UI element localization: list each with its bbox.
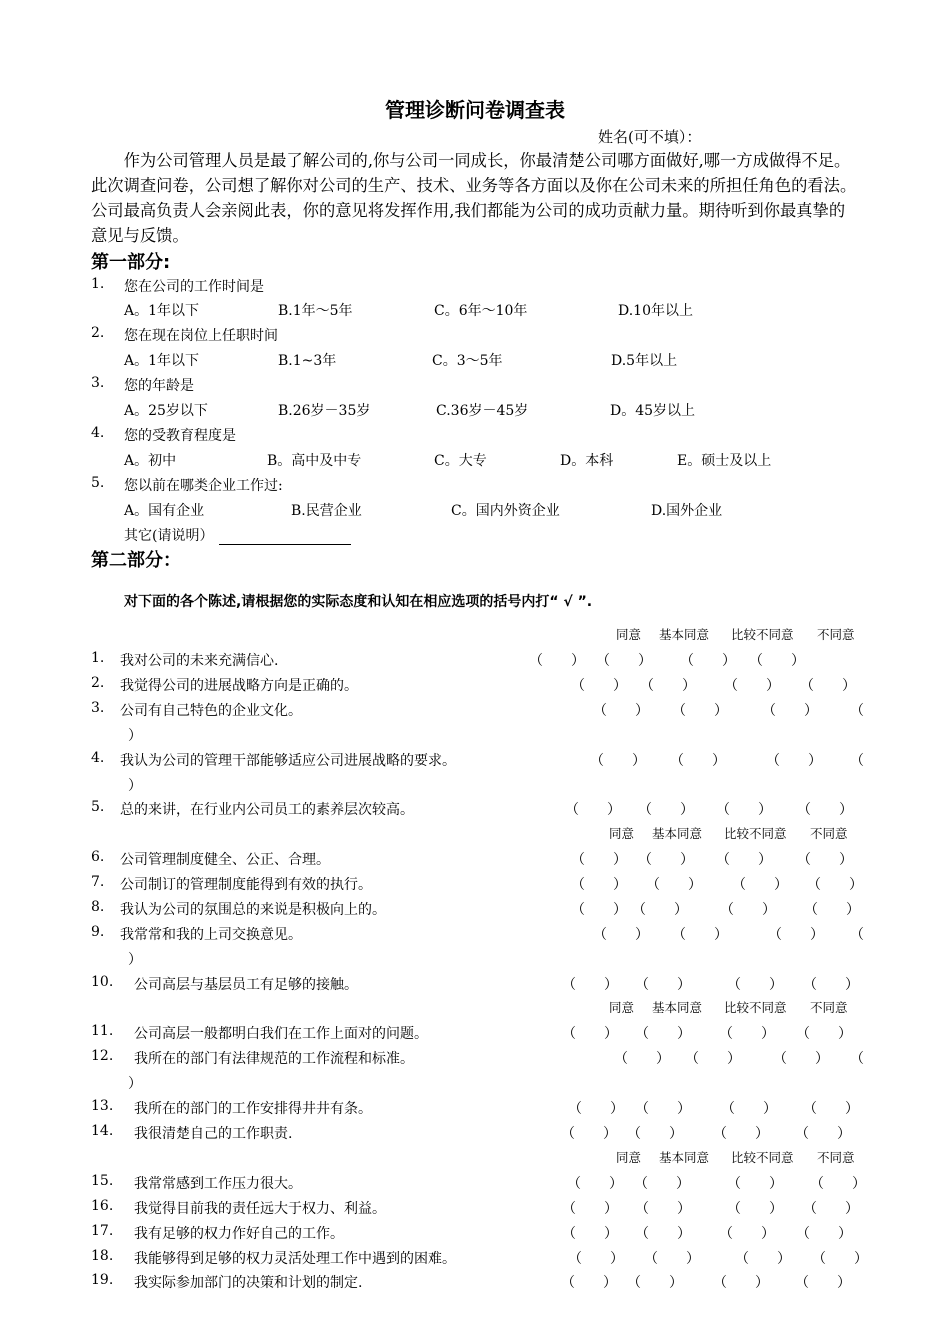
item6-text: 公司管理制度健全、公正、合理。 <box>120 852 330 868</box>
q2-option-d[interactable]: D.5年以上 <box>611 353 678 369</box>
q5-other-input[interactable] <box>219 530 351 545</box>
item4-choice-agree[interactable]: （ ） <box>590 753 646 769</box>
item18-text: 我能够得到足够的权力灵活处理工作中遇到的困难。 <box>134 1251 456 1267</box>
item8-choice-mostly-agree[interactable]: （ ） <box>632 902 688 918</box>
item4-choice-disagree-open[interactable]: （ <box>850 753 864 769</box>
item3-choice-disagree-close: ） <box>128 728 142 744</box>
item19-choice-disagree[interactable]: （ ） <box>795 1275 851 1291</box>
q4-option-c[interactable]: C。大专 <box>434 453 487 469</box>
item7-choice-agree[interactable]: （ ） <box>571 877 627 893</box>
item4-choice-mostly-agree[interactable]: （ ） <box>670 753 726 769</box>
item13-choice-agree[interactable]: （ ） <box>568 1101 624 1117</box>
q3-option-b[interactable]: B.26岁－35岁 <box>278 403 371 419</box>
item4-choice-somewhat-disagree[interactable]: （ ） <box>766 753 822 769</box>
item9-choice-disagree-open[interactable]: （ <box>850 927 864 943</box>
part2-heading: 第二部分： <box>91 550 181 571</box>
scale-header-3-agree: 同意 <box>609 1000 635 1015</box>
item17-choice-disagree[interactable]: （ ） <box>796 1226 852 1242</box>
scale-header-4-somewhat-disagree: 比较不同意 <box>731 1150 794 1165</box>
item16-choice-agree[interactable]: （ ） <box>562 1201 618 1217</box>
name-field-label: 姓名(可不填）： <box>598 128 702 146</box>
scale-header-3-disagree: 不同意 <box>810 1000 848 1015</box>
item12-number: 12. <box>91 1048 114 1064</box>
q4-number: 4. <box>91 425 105 441</box>
item2-text: 我觉得公司的进展战略方向是正确的。 <box>120 678 358 694</box>
item8-choice-somewhat-disagree[interactable]: （ ） <box>720 902 776 918</box>
item19-text: 我实际参加部门的决策和计划的制定. <box>134 1275 363 1291</box>
item12-text: 我所在的部门有法律规范的工作流程和标准。 <box>134 1051 414 1067</box>
item9-choice-disagree-close: ） <box>128 952 142 968</box>
item19-number: 19. <box>91 1272 114 1288</box>
item15-text: 我常常感到工作压力很大。 <box>134 1176 302 1192</box>
item3-text: 公司有自己特色的企业文化。 <box>120 703 302 719</box>
item15-choice-disagree[interactable]: （ ） <box>810 1176 866 1192</box>
item4-text: 我认为公司的管理干部能够适应公司进展战略的要求。 <box>120 753 456 769</box>
scale-header-2-agree: 同意 <box>609 826 635 841</box>
scale-header-4-agree: 同意 <box>616 1150 642 1165</box>
item18-choice-disagree[interactable]: （ ） <box>812 1251 868 1267</box>
item8-choice-agree[interactable]: （ ） <box>571 902 627 918</box>
item8-text: 我认为公司的氛围总的来说是积极向上的。 <box>120 902 386 918</box>
part1-heading: 第一部分: <box>91 252 171 273</box>
q2-option-b[interactable]: B.1~3年 <box>278 353 337 369</box>
item14-number: 14. <box>91 1123 114 1139</box>
item3-choice-disagree-open[interactable]: （ <box>850 703 864 719</box>
q5-other-row <box>124 525 351 545</box>
item16-number: 16. <box>91 1198 114 1214</box>
item16-choice-mostly-agree[interactable]: （ ） <box>635 1201 691 1217</box>
item12-choice-somewhat-disagree[interactable]: （ ） <box>773 1051 829 1067</box>
item5-choice-agree[interactable]: （ ） <box>565 802 621 818</box>
item17-choice-mostly-agree[interactable]: （ ） <box>635 1226 691 1242</box>
q2-text: 您在现在岗位上任职时间 <box>124 328 278 344</box>
scale-header-2-somewhat-disagree: 比较不同意 <box>724 826 787 841</box>
item2-choice-agree[interactable]: （ ） <box>571 678 627 694</box>
scale-header-3-mostly-agree: 基本同意 <box>652 1000 703 1015</box>
q3-text: 您的年龄是 <box>124 378 194 394</box>
item5-choice-disagree[interactable]: （ ） <box>797 802 853 818</box>
q2-option-a[interactable]: A。1年以下 <box>124 353 200 369</box>
item18-choice-somewhat-disagree[interactable]: （ ） <box>735 1251 791 1267</box>
q3-option-c[interactable]: C.36岁－45岁 <box>436 403 529 419</box>
item15-choice-somewhat-disagree[interactable]: （ ） <box>727 1176 783 1192</box>
q5-option-b[interactable]: B.民营企业 <box>291 503 362 519</box>
item10-choice-somewhat-disagree[interactable]: （ ） <box>727 977 783 993</box>
scale-header-2-mostly-agree: 基本同意 <box>652 826 703 841</box>
item6-choice-somewhat-disagree[interactable]: （ ） <box>716 852 772 868</box>
item3-number: 3. <box>91 700 105 716</box>
q4-option-b[interactable]: B。高中及中专 <box>267 453 362 469</box>
item17-choice-agree[interactable]: （ ） <box>562 1226 618 1242</box>
item19-choice-mostly-agree[interactable]: （ ） <box>627 1275 683 1291</box>
item14-choice-disagree[interactable]: （ ） <box>795 1126 851 1142</box>
scale-header-somewhat-disagree: 比较不同意 <box>731 627 794 642</box>
scale-header-2-disagree: 不同意 <box>810 826 848 841</box>
item6-number: 6. <box>91 849 105 865</box>
page-title: 管理诊断问卷调查表 <box>385 98 565 122</box>
q5-other-label: 其它(请说明） <box>124 528 214 544</box>
item2-choice-mostly-agree[interactable]: （ ） <box>640 678 696 694</box>
item6-choice-agree[interactable]: （ ） <box>571 852 627 868</box>
item7-choice-mostly-agree[interactable]: （ ） <box>646 877 702 893</box>
item11-text: 公司高层一般都明白我们在工作上面对的问题。 <box>134 1026 428 1042</box>
item7-choice-somewhat-disagree[interactable]: （ ） <box>732 877 788 893</box>
item11-choice-somewhat-disagree[interactable]: （ ） <box>719 1026 775 1042</box>
item16-text: 我觉得目前我的责任远大于权力、利益。 <box>134 1201 386 1217</box>
item4-choice-disagree-close: ） <box>128 778 142 794</box>
item10-choice-disagree[interactable]: （ ） <box>803 977 859 993</box>
item1-choice-agree[interactable]: （ ） <box>529 653 585 669</box>
item7-choice-disagree[interactable]: （ ） <box>807 877 863 893</box>
item5-choice-somewhat-disagree[interactable]: （ ） <box>716 802 772 818</box>
q5-option-a[interactable]: A。国有企业 <box>124 503 205 519</box>
q1-text: 您在公司的工作时间是 <box>124 279 264 295</box>
q4-option-e[interactable]: E。硕士及以上 <box>677 453 772 469</box>
q5-text: 您以前在哪类企业工作过: <box>124 478 283 494</box>
item14-choice-agree[interactable]: （ ） <box>561 1126 617 1142</box>
item14-text: 我很清楚自己的工作职责. <box>134 1126 293 1142</box>
q1-number: 1. <box>91 276 105 292</box>
item11-choice-agree[interactable]: （ ） <box>562 1026 618 1042</box>
item11-number: 11. <box>91 1023 114 1039</box>
q3-number: 3. <box>91 375 105 391</box>
item9-number: 9. <box>91 924 105 940</box>
item13-text: 我所在的部门的工作安排得井井有条。 <box>134 1101 372 1117</box>
item4-number: 4. <box>91 750 105 766</box>
item18-choice-mostly-agree[interactable]: （ ） <box>644 1251 700 1267</box>
q4-option-a[interactable]: A。初中 <box>124 453 177 469</box>
q1-option-d[interactable]: D.10年以上 <box>618 303 693 319</box>
item13-choice-mostly-agree[interactable]: （ ） <box>635 1101 691 1117</box>
q2-number: 2. <box>91 325 105 341</box>
item7-text: 公司制订的管理制度能得到有效的执行。 <box>120 877 372 893</box>
item6-choice-disagree[interactable]: （ ） <box>797 852 853 868</box>
item1-choice-somewhat-disagree[interactable]: （ ） <box>680 653 736 669</box>
item9-choice-somewhat-disagree[interactable]: （ ） <box>768 927 824 943</box>
item18-number: 18. <box>91 1248 114 1264</box>
item13-number: 13. <box>91 1098 114 1114</box>
item6-choice-mostly-agree[interactable]: （ ） <box>638 852 694 868</box>
item15-choice-agree[interactable]: （ ） <box>567 1176 623 1192</box>
item5-number: 5. <box>91 799 105 815</box>
item11-choice-mostly-agree[interactable]: （ ） <box>635 1026 691 1042</box>
item10-text: 公司高层与基层员工有足够的接触。 <box>134 977 358 993</box>
q3-option-a[interactable]: A。25岁以下 <box>124 403 208 419</box>
item14-choice-somewhat-disagree[interactable]: （ ） <box>713 1126 769 1142</box>
item16-choice-somewhat-disagree[interactable]: （ ） <box>727 1201 783 1217</box>
item10-choice-agree[interactable]: （ ） <box>562 977 618 993</box>
q4-text: 您的受教育程度是 <box>124 428 236 444</box>
item12-choice-agree[interactable]: （ ） <box>614 1051 670 1067</box>
item8-choice-disagree[interactable]: （ ） <box>804 902 860 918</box>
scale-header-disagree: 不同意 <box>817 627 855 642</box>
q4-option-d[interactable]: D。本科 <box>560 453 614 469</box>
item13-choice-somewhat-disagree[interactable]: （ ） <box>721 1101 777 1117</box>
intro-paragraph: 作为公司管理人员是最了解公司的,你与公司一同成长，你最清楚公司哪方面做好,哪一方成做得不足。此次调查问卷，公司想了解你对公司的生产、技术、业务等各方面以及你在公司未来的所担任角色的看法。公司最高负责人会亲阅此表，你的意见将发挥作用,我们都能为公司的成功贡献力量。期待听到你最真挚的意见与反馈。 <box>91 151 857 245</box>
item9-choice-agree[interactable]: （ ） <box>593 927 649 943</box>
item12-choice-disagree-open[interactable]: （ <box>850 1051 864 1067</box>
item5-choice-mostly-agree[interactable]: （ ） <box>638 802 694 818</box>
item2-number: 2. <box>91 675 105 691</box>
item5-text: 总的来讲，在行业内公司员工的素养层次较高。 <box>120 802 414 818</box>
item9-text: 我常常和我的上司交换意见。 <box>120 927 302 943</box>
q1-option-a[interactable]: A。1年以下 <box>124 303 200 319</box>
item18-choice-agree[interactable]: （ ） <box>568 1251 624 1267</box>
item1-choice-mostly-agree[interactable]: （ ） <box>596 653 652 669</box>
q5-option-d[interactable]: D.国外企业 <box>651 503 723 519</box>
q3-option-d[interactable]: D。45岁以上 <box>610 403 696 419</box>
item9-choice-mostly-agree[interactable]: （ ） <box>672 927 728 943</box>
item7-number: 7. <box>91 874 105 890</box>
item1-number: 1. <box>91 650 105 666</box>
item13-choice-disagree[interactable]: （ ） <box>803 1101 859 1117</box>
q5-number: 5. <box>91 475 105 491</box>
item10-choice-mostly-agree[interactable]: （ ） <box>635 977 691 993</box>
scale-header-3-somewhat-disagree: 比较不同意 <box>724 1000 787 1015</box>
scale-header-4-disagree: 不同意 <box>817 1150 855 1165</box>
part2-instruction: 对下面的各个陈述,请根据您的实际态度和认知在相应选项的括号内打“ √ ”. <box>124 594 593 610</box>
item19-choice-somewhat-disagree[interactable]: （ ） <box>713 1275 769 1291</box>
item1-choice-disagree[interactable]: （ ） <box>749 653 805 669</box>
q2-option-c[interactable]: C。3～5年 <box>432 353 503 369</box>
item14-choice-mostly-agree[interactable]: （ ） <box>627 1126 683 1142</box>
item17-choice-somewhat-disagree[interactable]: （ ） <box>719 1226 775 1242</box>
item11-choice-disagree[interactable]: （ ） <box>796 1026 852 1042</box>
item12-choice-mostly-agree[interactable]: （ ） <box>685 1051 741 1067</box>
item10-number: 10. <box>91 974 114 990</box>
item16-choice-disagree[interactable]: （ ） <box>803 1201 859 1217</box>
item15-number: 15. <box>91 1173 114 1189</box>
q5-option-c[interactable]: C。国内外资企业 <box>451 503 560 519</box>
item1-text: 我对公司的未来充满信心. <box>120 653 279 669</box>
scale-header-4-mostly-agree: 基本同意 <box>659 1150 710 1165</box>
item19-choice-agree[interactable]: （ ） <box>561 1275 617 1291</box>
scale-header-mostly-agree: 基本同意 <box>659 627 710 642</box>
item2-choice-somewhat-disagree[interactable]: （ ） <box>724 678 780 694</box>
item17-text: 我有足够的权力作好自己的工作。 <box>134 1226 344 1242</box>
scale-header-agree: 同意 <box>616 627 642 642</box>
item8-number: 8. <box>91 899 105 915</box>
item12-choice-disagree-close: ） <box>128 1076 142 1092</box>
item3-choice-mostly-agree[interactable]: （ ） <box>672 703 728 719</box>
item2-choice-disagree[interactable]: （ ） <box>800 678 856 694</box>
q1-option-b[interactable]: B.1年～5年 <box>278 303 353 319</box>
item3-choice-somewhat-disagree[interactable]: （ ） <box>762 703 818 719</box>
item17-number: 17. <box>91 1223 114 1239</box>
item15-choice-mostly-agree[interactable]: （ ） <box>634 1176 690 1192</box>
item3-choice-agree[interactable]: （ ） <box>593 703 649 719</box>
q1-option-c[interactable]: C。6年～10年 <box>434 303 528 319</box>
